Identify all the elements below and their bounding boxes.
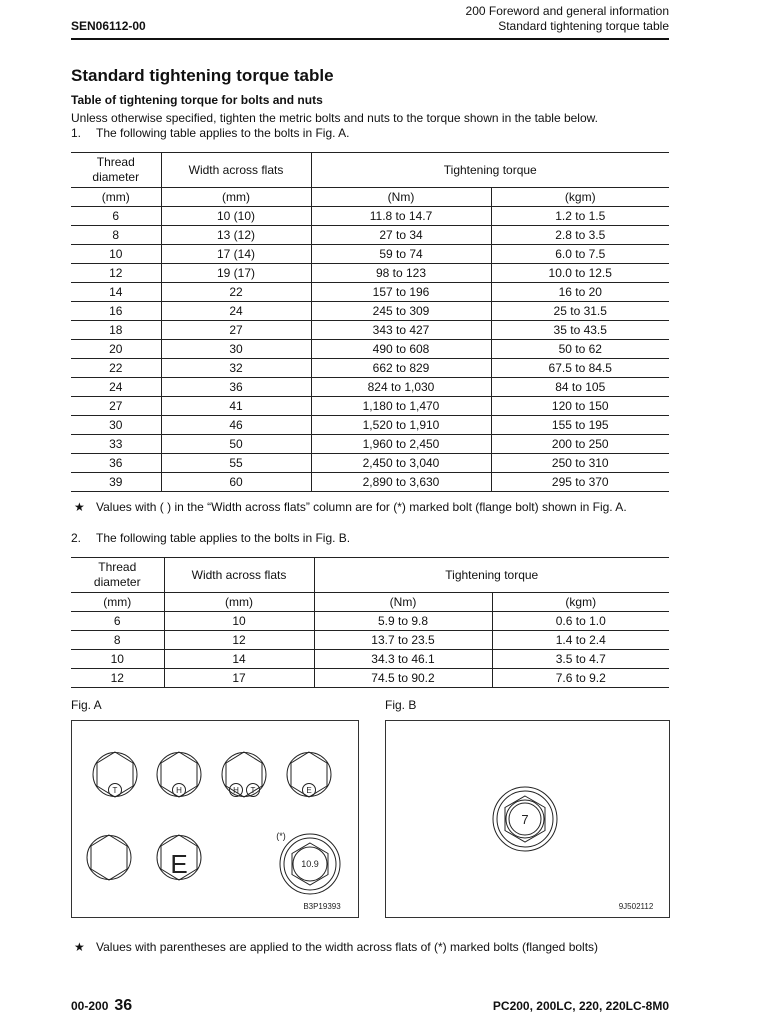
- cell-thread-diameter: 14: [71, 283, 161, 302]
- cell-width-across-flats: 30: [161, 340, 311, 359]
- cell-torque-kgm: 200 to 250: [491, 435, 669, 454]
- table-row: [71, 207, 669, 226]
- star-icon: ★: [74, 940, 85, 954]
- header-thread-diameter: Thread diameter: [71, 558, 164, 593]
- cell-torque-nm: 11.8 to 14.7: [311, 207, 491, 226]
- table-row: [71, 397, 669, 416]
- footer-models: PC200, 200LC, 220, 220LC-8M0: [492, 999, 669, 1013]
- table-row: [71, 454, 669, 473]
- cell-width-across-flats: 60: [161, 473, 311, 492]
- table-row: [71, 612, 669, 631]
- cell-torque-kgm: 3.5 to 4.7: [492, 650, 669, 669]
- table-row: [71, 245, 669, 264]
- table-a-header-row: [71, 153, 669, 188]
- footer-section-code: 00-200: [71, 999, 109, 1013]
- header-section-info: [466, 4, 669, 34]
- table-row: [71, 435, 669, 454]
- figure-b: [385, 720, 670, 918]
- item-1-text: The following table applies to the bolts in Fig. A.: [96, 126, 350, 140]
- fig-a-code: B3P19393: [303, 902, 341, 911]
- cell-torque-nm: 824 to 1,030: [311, 378, 491, 397]
- cell-thread-diameter: 10: [71, 650, 164, 669]
- cell-width-across-flats: 36: [161, 378, 311, 397]
- header-section: 200 Foreword and general information: [465, 4, 669, 18]
- cell-width-across-flats: 41: [161, 397, 311, 416]
- cell-thread-diameter: 39: [71, 473, 161, 492]
- cell-thread-diameter: 24: [71, 378, 161, 397]
- document-code: SEN06112-00: [71, 19, 146, 33]
- intro-paragraph: Unless otherwise specified, tighten the metric bolts and nuts to the torque shown in the table below.: [71, 111, 598, 125]
- mark-h-2: H: [233, 786, 239, 795]
- cell-torque-nm: 343 to 427: [311, 321, 491, 340]
- cell-torque-nm: 1,520 to 1,910: [311, 416, 491, 435]
- table-row: [71, 321, 669, 340]
- table-row: [71, 264, 669, 283]
- note-flange-bolt-text: Values with ( ) in the “Width across flats” column are for (*) marked bolt (flange bolt) shown in Fig. A.: [96, 500, 627, 514]
- cell-torque-nm: 34.3 to 46.1: [314, 650, 492, 669]
- item-1: [71, 126, 349, 141]
- cell-thread-diameter: 12: [71, 264, 161, 283]
- cell-torque-nm: 245 to 309: [311, 302, 491, 321]
- cell-torque-kgm: 50 to 62: [491, 340, 669, 359]
- cell-torque-kgm: 1.4 to 2.4: [492, 631, 669, 650]
- cell-thread-diameter: 10: [71, 245, 161, 264]
- table-subtitle: Table of tightening torque for bolts and nuts: [71, 93, 323, 107]
- table-row: [71, 473, 669, 492]
- cell-torque-kgm: 35 to 43.5: [491, 321, 669, 340]
- header-width-across-flats: Width across flats: [164, 558, 314, 593]
- cell-thread-diameter: 8: [71, 631, 164, 650]
- table-row: [71, 416, 669, 435]
- table-b-units-row: [71, 593, 669, 612]
- cell-torque-nm: 2,450 to 3,040: [311, 454, 491, 473]
- cell-thread-diameter: 20: [71, 340, 161, 359]
- table-row: [71, 378, 669, 397]
- table-row: [71, 283, 669, 302]
- note-parentheses-text: Values with parentheses are applied to the width across flats of (*) marked bolts (flanged bolts): [96, 940, 599, 954]
- cell-width-across-flats: 32: [161, 359, 311, 378]
- cell-torque-kgm: 10.0 to 12.5: [491, 264, 669, 283]
- cell-torque-kgm: 120 to 150: [491, 397, 669, 416]
- figure-a-drawing: [72, 721, 358, 917]
- cell-width-across-flats: 55: [161, 454, 311, 473]
- item-2-text: The following table applies to the bolts in Fig. B.: [96, 531, 351, 545]
- cell-torque-nm: 157 to 196: [311, 283, 491, 302]
- table-row: [71, 359, 669, 378]
- figure-b-drawing: [386, 721, 669, 917]
- cell-width-across-flats: 19 (17): [161, 264, 311, 283]
- table-row: [71, 302, 669, 321]
- fig-b-code: 9J502112: [618, 902, 654, 911]
- unit-thread-mm: (mm): [71, 593, 164, 612]
- unit-thread-mm: (mm): [71, 188, 161, 207]
- table-a-units-row: [71, 188, 669, 207]
- cell-torque-nm: 490 to 608: [311, 340, 491, 359]
- cell-thread-diameter: 27: [71, 397, 161, 416]
- cell-width-across-flats: 17 (14): [161, 245, 311, 264]
- cell-width-across-flats: 27: [161, 321, 311, 340]
- unit-nm: (Nm): [314, 593, 492, 612]
- cell-width-across-flats: 24: [161, 302, 311, 321]
- cell-torque-kgm: 16 to 20: [491, 283, 669, 302]
- cell-torque-nm: 1,960 to 2,450: [311, 435, 491, 454]
- cell-torque-nm: 27 to 34: [311, 226, 491, 245]
- header-rule: [71, 38, 669, 40]
- fig-b-mark: 7: [521, 812, 529, 827]
- cell-thread-diameter: 22: [71, 359, 161, 378]
- cell-torque-kgm: 84 to 105: [491, 378, 669, 397]
- header-tightening-torque: Tightening torque: [314, 558, 669, 593]
- cell-torque-kgm: 67.5 to 84.5: [491, 359, 669, 378]
- cell-torque-kgm: 0.6 to 1.0: [492, 612, 669, 631]
- page-number: 36: [114, 997, 133, 1014]
- cell-thread-diameter: 36: [71, 454, 161, 473]
- table-row: [71, 226, 669, 245]
- torque-table-a: [71, 152, 669, 492]
- bolt-head-ht-icon: [222, 752, 266, 797]
- cell-torque-kgm: 7.6 to 9.2: [492, 669, 669, 688]
- header-tightening-torque: Tightening torque: [311, 153, 669, 188]
- cell-torque-kgm: 250 to 310: [491, 454, 669, 473]
- page-title: Standard tightening torque table: [71, 66, 334, 85]
- unit-kgm: (kgm): [492, 593, 669, 612]
- cell-torque-nm: 13.7 to 23.5: [314, 631, 492, 650]
- cell-torque-kgm: 6.0 to 7.5: [491, 245, 669, 264]
- item-2: [71, 531, 350, 546]
- cell-torque-kgm: 1.2 to 1.5: [491, 207, 669, 226]
- figure-a: [71, 720, 359, 918]
- footer-left: [71, 997, 132, 1015]
- mark-t: T: [112, 786, 118, 795]
- star-icon: ★: [74, 500, 85, 514]
- mark-t-2: T: [250, 786, 256, 795]
- grade-mark: 10.9: [301, 859, 319, 869]
- unit-kgm: (kgm): [491, 188, 669, 207]
- cell-width-across-flats: 50: [161, 435, 311, 454]
- cell-torque-kgm: 155 to 195: [491, 416, 669, 435]
- cell-torque-nm: 662 to 829: [311, 359, 491, 378]
- cell-thread-diameter: 8: [71, 226, 161, 245]
- cell-torque-nm: 5.9 to 9.8: [314, 612, 492, 631]
- table-row: [71, 669, 669, 688]
- header-width-across-flats: Width across flats: [161, 153, 311, 188]
- cell-width-across-flats: 10: [164, 612, 314, 631]
- note-flange-bolt: [74, 500, 671, 515]
- mark-e-large: E: [170, 849, 188, 879]
- cell-width-across-flats: 22: [161, 283, 311, 302]
- cell-thread-diameter: 30: [71, 416, 161, 435]
- cell-width-across-flats: 46: [161, 416, 311, 435]
- cell-width-across-flats: 12: [164, 631, 314, 650]
- cell-thread-diameter: 18: [71, 321, 161, 340]
- bolt-head-plain-icon: [87, 835, 131, 880]
- cell-torque-nm: 59 to 74: [311, 245, 491, 264]
- cell-torque-kgm: 25 to 31.5: [491, 302, 669, 321]
- header-subsection: Standard tightening torque table: [498, 19, 669, 33]
- mark-e: E: [306, 786, 312, 795]
- torque-table-b: [71, 557, 669, 688]
- cell-width-across-flats: 14: [164, 650, 314, 669]
- cell-thread-diameter: 6: [71, 612, 164, 631]
- cell-torque-nm: 1,180 to 1,470: [311, 397, 491, 416]
- table-b-header-row: [71, 558, 669, 593]
- unit-nm: (Nm): [311, 188, 491, 207]
- cell-thread-diameter: 6: [71, 207, 161, 226]
- cell-thread-diameter: 16: [71, 302, 161, 321]
- cell-torque-kgm: 295 to 370: [491, 473, 669, 492]
- fig-a-label: Fig. A: [71, 698, 102, 712]
- unit-width-mm: (mm): [161, 188, 311, 207]
- cell-thread-diameter: 12: [71, 669, 164, 688]
- flange-mark: (*): [276, 831, 286, 841]
- note-parentheses: [74, 940, 671, 955]
- item-1-number: 1.: [71, 126, 82, 140]
- cell-torque-nm: 74.5 to 90.2: [314, 669, 492, 688]
- cell-torque-nm: 98 to 123: [311, 264, 491, 283]
- cell-torque-nm: 2,890 to 3,630: [311, 473, 491, 492]
- cell-width-across-flats: 10 (10): [161, 207, 311, 226]
- cell-width-across-flats: 17: [164, 669, 314, 688]
- unit-width-mm: (mm): [164, 593, 314, 612]
- item-2-number: 2.: [71, 531, 82, 545]
- cell-torque-kgm: 2.8 to 3.5: [491, 226, 669, 245]
- table-row: [71, 650, 669, 669]
- fig-b-label: Fig. B: [385, 698, 417, 712]
- table-row: [71, 631, 669, 650]
- table-row: [71, 340, 669, 359]
- cell-width-across-flats: 13 (12): [161, 226, 311, 245]
- header-thread-diameter: Thread diameter: [71, 153, 161, 188]
- cell-thread-diameter: 33: [71, 435, 161, 454]
- mark-h: H: [176, 786, 182, 795]
